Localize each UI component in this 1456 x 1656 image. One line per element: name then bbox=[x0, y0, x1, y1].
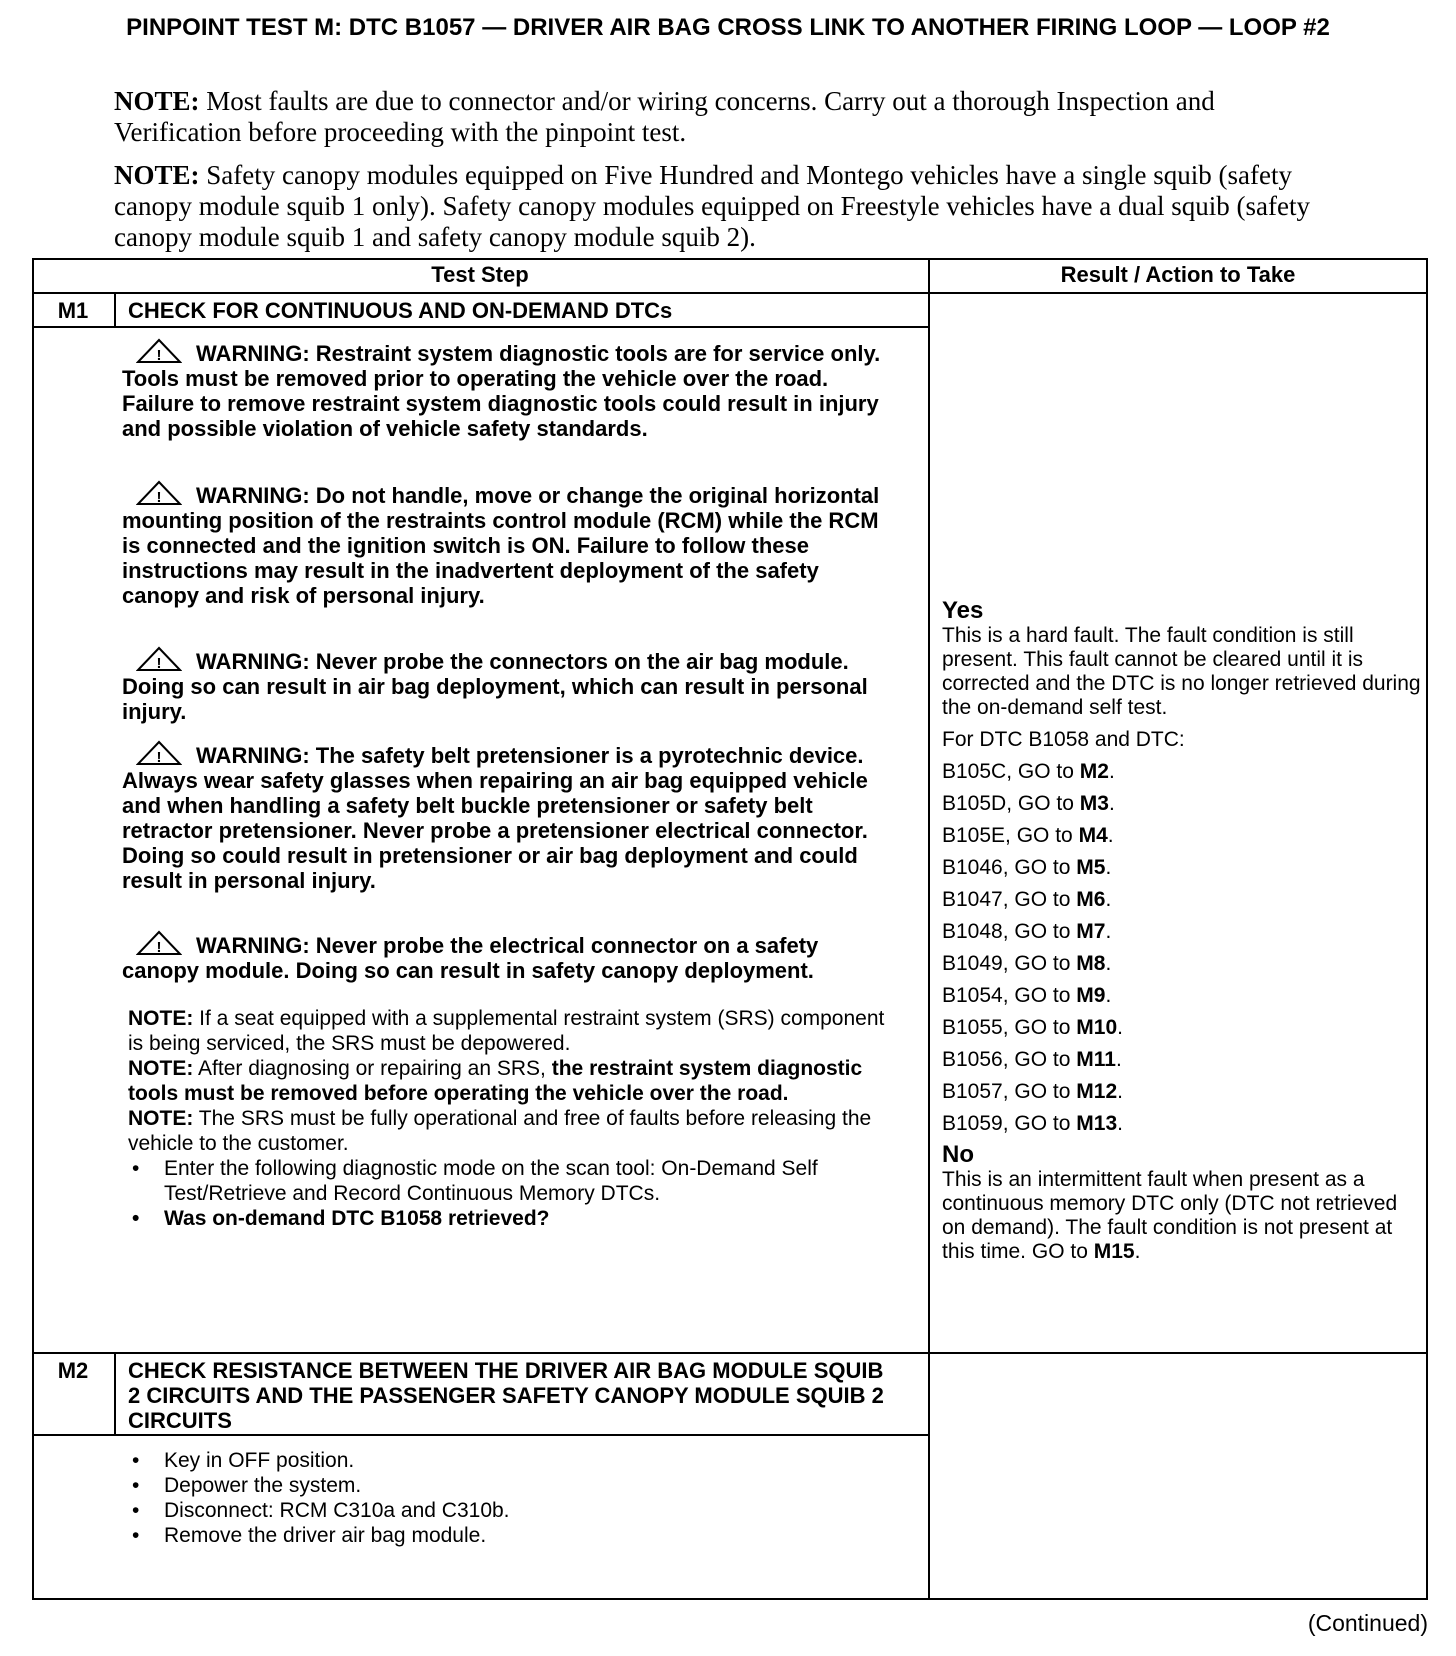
warning-triangle-icon bbox=[136, 338, 182, 364]
m1-question: • Was on-demand DTC B1058 retrieved? bbox=[128, 1206, 898, 1231]
warning-diagnostic-tools: ! WARNING: Restraint system diagnostic tools are for service only. Tools must be removed prior to operating the vehicle over the road. Failure to remove restraint system diagnostic tools could result in injury and possible violation of vehicle safety standards. bbox=[122, 338, 882, 441]
go-to-m6: B1047, GO to M6. bbox=[942, 888, 1112, 911]
m2-bullet: • Remove the driver air bag module. bbox=[128, 1523, 898, 1548]
warning-safety-canopy: ! WARNING: Never probe the electrical connector on a safety canopy module. Doing so can result in safety canopy deployment. bbox=[122, 930, 882, 983]
go-to-m4: B105E, GO to M4. bbox=[942, 824, 1114, 847]
svg-text:!: ! bbox=[156, 347, 162, 364]
header-result: Result / Action to Take bbox=[1060, 262, 1296, 287]
warning-air-bag-connectors: ! WARNING: Never probe the connectors on the air bag module. Doing so can result in air bag deployment, which can result in personal injury. bbox=[122, 646, 882, 724]
m1-m2-divider bbox=[32, 1352, 1428, 1354]
header-divider bbox=[32, 292, 1428, 294]
go-to-m3: B105D, GO to M3. bbox=[942, 792, 1115, 815]
note-text: Safety canopy modules equipped on Five Hundred and Montego vehicles have a single squib (safety canopy module squib 1 only). Safety canopy modules equipped on Freestyle vehicles have a dual squib (safety canopy module squib 1 and safety canopy module squib 2). bbox=[114, 160, 1310, 252]
go-to-m5: B1046, GO to M5. bbox=[942, 856, 1112, 879]
m1-notes bbox=[128, 1006, 898, 1231]
note-label: NOTE: bbox=[114, 86, 200, 116]
m2-steps bbox=[128, 1448, 898, 1548]
warning-triangle-icon bbox=[136, 646, 182, 672]
warning-triangle-icon bbox=[136, 480, 182, 506]
note-label: NOTE: bbox=[114, 160, 200, 190]
m2-title: CHECK RESISTANCE BETWEEN THE DRIVER AIR BAG MODULE SQUIB 2 CIRCUITS AND THE PASSENGER SAFETY CANOPY MODULE SQUIB 2 CIRCUITS bbox=[128, 1358, 884, 1433]
warning-rcm-mounting: ! WARNING: Do not handle, move or change the original horizontal mounting position of the restraints control module (RCM) while the RCM is connected and the ignition switch is ON. Failure to follow these instructions may result in the inadvertent deployment of the safety canopy and risk of personal injury. bbox=[122, 480, 882, 608]
go-to-intro: For DTC B1058 and DTC: bbox=[942, 728, 1185, 751]
m2-bullet: • Depower the system. bbox=[128, 1473, 898, 1498]
note-text: Most faults are due to connector and/or wiring concerns. Carry out a thorough Inspection and Verification before proceeding with the pinpoint test. bbox=[114, 86, 1215, 147]
note-safety-canopy bbox=[114, 160, 1344, 253]
warning-pretensioner: ! WARNING: The safety belt pretensioner is a pyrotechnic device. Always wear safety glasses when repairing an air bag equipped vehicle and when handling a safety belt buckle pretensioner or safety belt retractor pretensioner. Never probe a pretensioner electrical connector. Doing so could result in pretensioner or air bag deployment and could result in personal injury. bbox=[122, 740, 882, 893]
m1-id-divider bbox=[114, 292, 116, 328]
go-to-m7: B1048, GO to M7. bbox=[942, 920, 1112, 943]
no-text: This is an intermittent fault when present as a continuous memory DTC only (DTC not retrieved on demand). The fault condition is not present at this time. GO to M15. bbox=[942, 1168, 1398, 1263]
table-border-left bbox=[32, 258, 34, 1600]
table-border-top bbox=[32, 258, 1428, 260]
m1-title-divider bbox=[32, 326, 930, 328]
svg-text:!: ! bbox=[156, 749, 162, 766]
go-to-m11: B1056, GO to M11. bbox=[942, 1048, 1122, 1071]
warning-triangle-icon bbox=[136, 740, 182, 766]
header-test-step: Test Step bbox=[431, 262, 529, 287]
m2-id: M2 bbox=[57, 1358, 89, 1383]
m1-result bbox=[942, 598, 1422, 1264]
m2-bullet: • Key in OFF position. bbox=[128, 1448, 898, 1473]
warning-triangle-icon bbox=[136, 930, 182, 956]
note-remove-tools: NOTE: After diagnosing or repairing an SRS, the restraint system diagnostic tools must be removed before operating the vehicle over the road. bbox=[128, 1057, 863, 1105]
column-divider bbox=[928, 258, 930, 1600]
m1-bullet-scan-tool: • Enter the following diagnostic mode on the scan tool: On-Demand Self Test/Retrieve and Record Continuous Memory DTCs. bbox=[128, 1156, 898, 1206]
svg-text:!: ! bbox=[156, 655, 162, 672]
no-label: No bbox=[942, 1141, 974, 1168]
go-to-m13: B1059, GO to M13. bbox=[942, 1112, 1123, 1135]
yes-label: Yes bbox=[942, 597, 984, 624]
go-to-m12: B1057, GO to M12. bbox=[942, 1080, 1123, 1103]
m2-id-divider bbox=[114, 1352, 116, 1436]
note-depower: NOTE: If a seat equipped with a supplemental restraint system (SRS) component is being serviced, the SRS must be depowered. bbox=[128, 1007, 885, 1055]
go-to-m8: B1049, GO to M8. bbox=[942, 952, 1112, 975]
yes-text: This is a hard fault. The fault condition is still present. This fault cannot be cleared until it is corrected and the DTC is no longer retrieved during the on-demand self test. bbox=[942, 624, 1421, 719]
go-to-m9: B1054, GO to M9. bbox=[942, 984, 1112, 1007]
m1-id: M1 bbox=[57, 298, 89, 323]
note-operational: NOTE: The SRS must be fully operational and free of faults before releasing the vehicle to the customer. bbox=[128, 1107, 872, 1155]
note-connector bbox=[114, 86, 1344, 148]
page-title: PINPOINT TEST M: DTC B1057 — DRIVER AIR BAG CROSS LINK TO ANOTHER FIRING LOOP — LOOP #2 bbox=[126, 14, 1330, 41]
go-to-m10: B1055, GO to M10. bbox=[942, 1016, 1123, 1039]
m1-title: CHECK FOR CONTINUOUS AND ON-DEMAND DTCs bbox=[128, 298, 673, 323]
table-border-right bbox=[1426, 258, 1428, 1600]
go-to-m2: B105C, GO to M2. bbox=[942, 760, 1115, 783]
m2-title-divider bbox=[32, 1434, 930, 1436]
m2-bullet: • Disconnect: RCM C310a and C310b. bbox=[128, 1498, 898, 1523]
continued-label: (Continued) bbox=[1307, 1610, 1428, 1636]
table-border-bottom bbox=[32, 1598, 1428, 1600]
svg-text:!: ! bbox=[156, 939, 162, 956]
svg-text:!: ! bbox=[156, 489, 162, 506]
